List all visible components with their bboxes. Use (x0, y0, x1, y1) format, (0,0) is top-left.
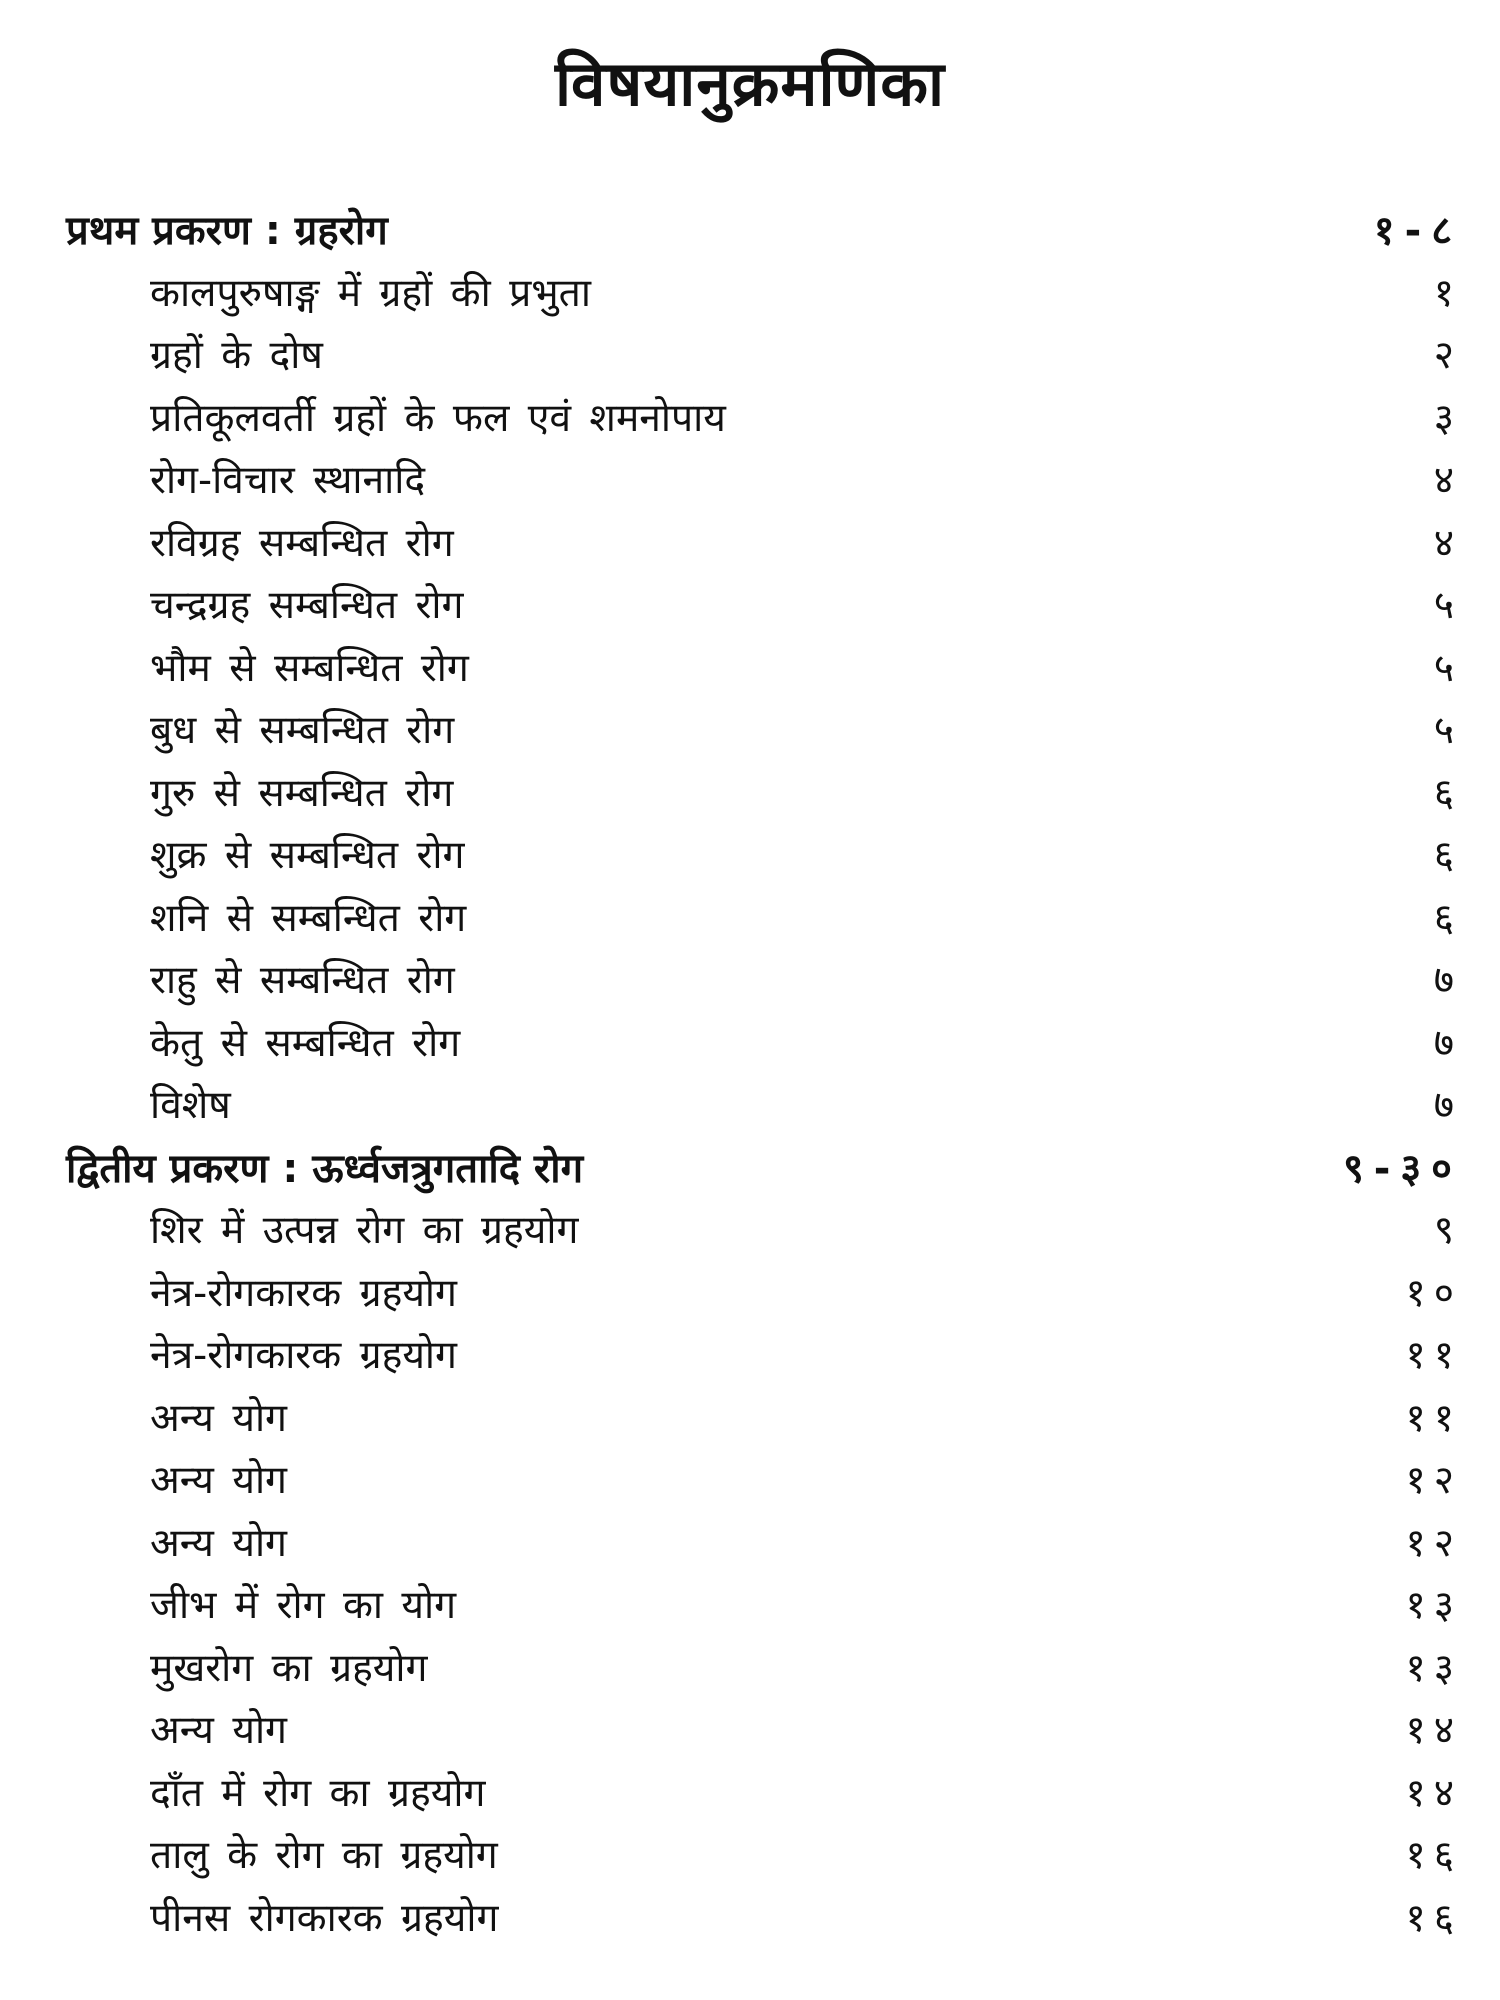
entry-title: राहु से सम्बन्धित रोग (150, 958, 455, 1003)
entry-page-number: ४ (1433, 520, 1462, 566)
toc-section-heading (0, 1138, 1500, 1200)
toc-entry (0, 263, 1500, 325)
entry-page-number: १ (1433, 270, 1462, 316)
section-title: द्वितीय प्रकरण : ऊर्ध्वजत्रुगतादि रोग (66, 1145, 584, 1192)
toc-entry (0, 1700, 1500, 1762)
toc-entry (0, 1638, 1500, 1700)
entry-page-number: ९ (1433, 1208, 1462, 1253)
entry-page-number: २ (1433, 333, 1462, 378)
entry-title: बुध से सम्बन्धित रोग (150, 708, 455, 753)
entry-title: अन्य योग (150, 1458, 287, 1503)
entry-page-number: १६ (1405, 1833, 1462, 1878)
toc-entry (0, 700, 1500, 762)
toc-entry (0, 1450, 1500, 1512)
entry-title: रविग्रह सम्बन्धित रोग (150, 520, 454, 566)
entry-page-number: ५ (1433, 645, 1462, 691)
entry-page-number: ११ (1405, 1395, 1462, 1441)
toc-entry (0, 388, 1500, 450)
entry-title: केतु से सम्बन्धित रोग (150, 1020, 461, 1066)
toc-entry (0, 763, 1500, 825)
entry-title: जीभ में रोग का योग (150, 1583, 457, 1628)
entry-page-number: ७ (1433, 1020, 1462, 1066)
entry-page-number: १३ (1405, 1583, 1462, 1628)
toc-entry (0, 1200, 1500, 1262)
entry-page-number: १२ (1405, 1520, 1462, 1566)
entry-title: चन्द्रग्रह सम्बन्धित रोग (150, 583, 464, 628)
entry-page-number: ११ (1405, 1333, 1462, 1378)
entry-title: अन्य योग (150, 1520, 287, 1566)
entry-title: गुरु से सम्बन्धित रोग (150, 770, 454, 816)
entry-page-number: ५ (1433, 708, 1462, 753)
entry-page-number: ७ (1433, 958, 1462, 1003)
entry-page-number: १६ (1405, 1895, 1462, 1941)
section-title: प्रथम प्रकरण : ग्रहरोग (66, 208, 388, 254)
entry-title: भौम से सम्बन्धित रोग (150, 645, 469, 691)
entry-title: नेत्र-रोगकारक ग्रहयोग (150, 1270, 457, 1316)
toc-entry (0, 513, 1500, 575)
entry-page-number: १४ (1405, 1708, 1462, 1753)
entry-page-number: १० (1405, 1270, 1462, 1316)
toc-entry (0, 1763, 1500, 1825)
entry-title: अन्य योग (150, 1395, 287, 1441)
entry-title: पीनस रोगकारक ग्रहयोग (150, 1895, 499, 1941)
entry-title: ग्रहों के दोष (150, 333, 323, 378)
entry-title: प्रतिकूलवर्ती ग्रहों के फल एवं शमनोपाय (150, 395, 726, 441)
section-page-range: १-८ (1373, 208, 1462, 254)
entry-title: दाँत में रोग का ग्रहयोग (150, 1770, 486, 1816)
toc-entry (0, 575, 1500, 637)
toc-entry (0, 1825, 1500, 1887)
entry-title: मुखरोग का ग्रहयोग (150, 1645, 428, 1691)
section-page-range: ९-३० (1342, 1145, 1462, 1192)
entry-title: शिर में उत्पन्न रोग का ग्रहयोग (150, 1208, 579, 1253)
toc-entry (0, 638, 1500, 700)
entry-title: नेत्र-रोगकारक ग्रहयोग (150, 1333, 457, 1378)
entry-page-number: १२ (1405, 1458, 1462, 1503)
toc-entry (0, 325, 1500, 387)
page-title: विषयानुक्रमणिका (554, 47, 946, 120)
entry-page-number: ७ (1433, 1083, 1462, 1128)
toc-entry (0, 1575, 1500, 1637)
entry-page-number: ३ (1433, 395, 1462, 441)
toc-entry (0, 888, 1500, 950)
toc-entry (0, 950, 1500, 1012)
toc-entry (0, 450, 1500, 512)
entry-title: विशेष (150, 1083, 231, 1128)
toc-entry (0, 1888, 1500, 1950)
toc-entry (0, 825, 1500, 887)
entry-page-number: ४ (1433, 458, 1462, 503)
entry-page-number: ६ (1433, 833, 1462, 878)
entry-page-number: १३ (1405, 1645, 1462, 1691)
entry-page-number: १४ (1405, 1770, 1462, 1816)
toc-entry (0, 1013, 1500, 1075)
entry-title: कालपुरुषाङ्ग में ग्रहों की प्रभुता (150, 270, 592, 316)
toc-section-heading (0, 200, 1500, 262)
entry-title: अन्य योग (150, 1708, 287, 1753)
toc-entry (0, 1325, 1500, 1387)
toc-entry (0, 1513, 1500, 1575)
entry-page-number: ५ (1433, 583, 1462, 628)
entry-title: रोग-विचार स्थानादि (150, 458, 426, 503)
entry-title: शनि से सम्बन्धित रोग (150, 895, 467, 941)
entry-title: शुक्र से सम्बन्धित रोग (150, 833, 465, 878)
entry-title: तालु के रोग का ग्रहयोग (150, 1833, 498, 1878)
entry-page-number: ६ (1433, 770, 1462, 816)
toc-entry (0, 1263, 1500, 1325)
toc-entry (0, 1075, 1500, 1137)
toc-entry (0, 1388, 1500, 1450)
entry-page-number: ६ (1433, 895, 1462, 941)
